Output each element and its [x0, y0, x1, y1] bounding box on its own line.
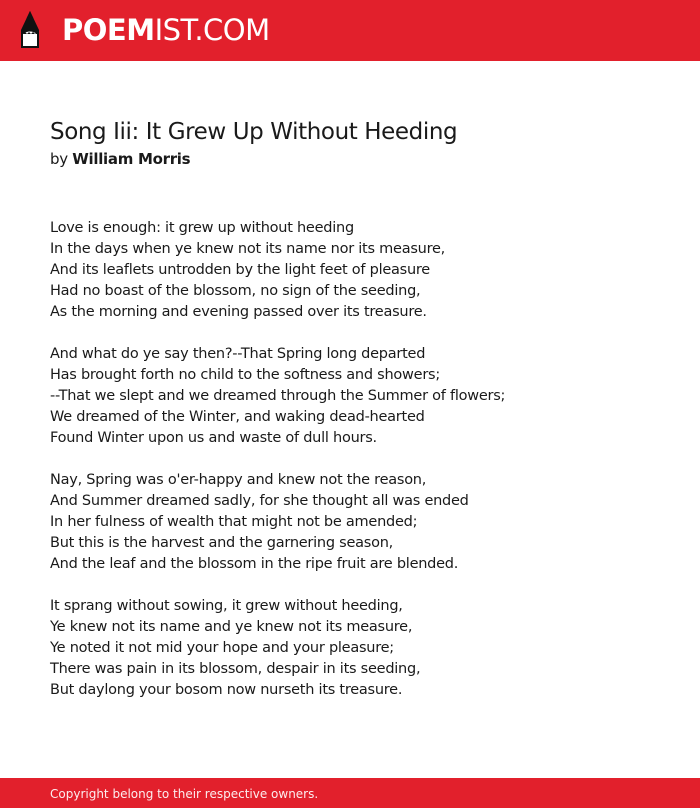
poem-line: And its leaflets untrodden by the light feet of pleasure — [50, 262, 430, 278]
poem-line: And Summer dreamed sadly, for she thought all was ended — [50, 493, 469, 509]
poem-line: Had no boast of the blossom, no sign of the seeding, — [50, 283, 421, 299]
stanza-2 — [50, 344, 670, 449]
stanza-4 — [50, 596, 670, 701]
poem-line: But this is the harvest and the garnering season, — [50, 535, 394, 551]
site-logo[interactable] — [62, 12, 270, 48]
poem-title: Song Iii: It Grew Up Without Heeding — [50, 119, 458, 145]
poem-body — [50, 218, 670, 722]
pencil-tip-icon[interactable] — [18, 10, 42, 50]
poem-line: It sprang without sowing, it grew without heeding, — [50, 598, 403, 614]
poem-line: In the days when ye knew not its name nor its measure, — [50, 241, 445, 257]
poem-line: But daylong your bosom now nurseth its treasure. — [50, 682, 403, 698]
poem-line: We dreamed of the Winter, and waking dead-hearted — [50, 409, 425, 425]
poem-line: And what do ye say then?--That Spring long departed — [50, 346, 426, 362]
stanza-3 — [50, 470, 670, 575]
copyright-notice: Copyright belong to their respective owners. — [50, 787, 319, 801]
poem-line: Nay, Spring was o'er-happy and knew not the reason, — [50, 472, 427, 488]
byline-prefix: by — [50, 150, 68, 168]
poem-line: As the morning and evening passed over its treasure. — [50, 304, 427, 320]
poem-line: Has brought forth no child to the softness and showers; — [50, 367, 440, 383]
poem-line: In her fulness of wealth that might not be amended; — [50, 514, 418, 530]
poem-line: Ye knew not its name and ye knew not its measure, — [50, 619, 413, 635]
poem-line: There was pain in its blossom, despair in its seeding, — [50, 661, 421, 677]
poem-line: Ye noted it not mid your hope and your pleasure; — [50, 640, 394, 656]
poem-line: Found Winter upon us and waste of dull hours. — [50, 430, 377, 446]
poem-line: Love is enough: it grew up without heeding — [50, 220, 354, 236]
poem-line: --That we slept and we dreamed through the Summer of flowers; — [50, 388, 506, 404]
author-name: William Morris — [72, 150, 191, 168]
poem-line: And the leaf and the blossom in the ripe fruit are blended. — [50, 556, 459, 572]
poem-byline — [50, 149, 190, 169]
logo-text-bold: POEM — [62, 13, 155, 47]
site-header — [0, 0, 700, 61]
site-footer — [0, 778, 700, 808]
logo-text-light: IST.COM — [154, 13, 270, 47]
stanza-1 — [50, 218, 670, 323]
